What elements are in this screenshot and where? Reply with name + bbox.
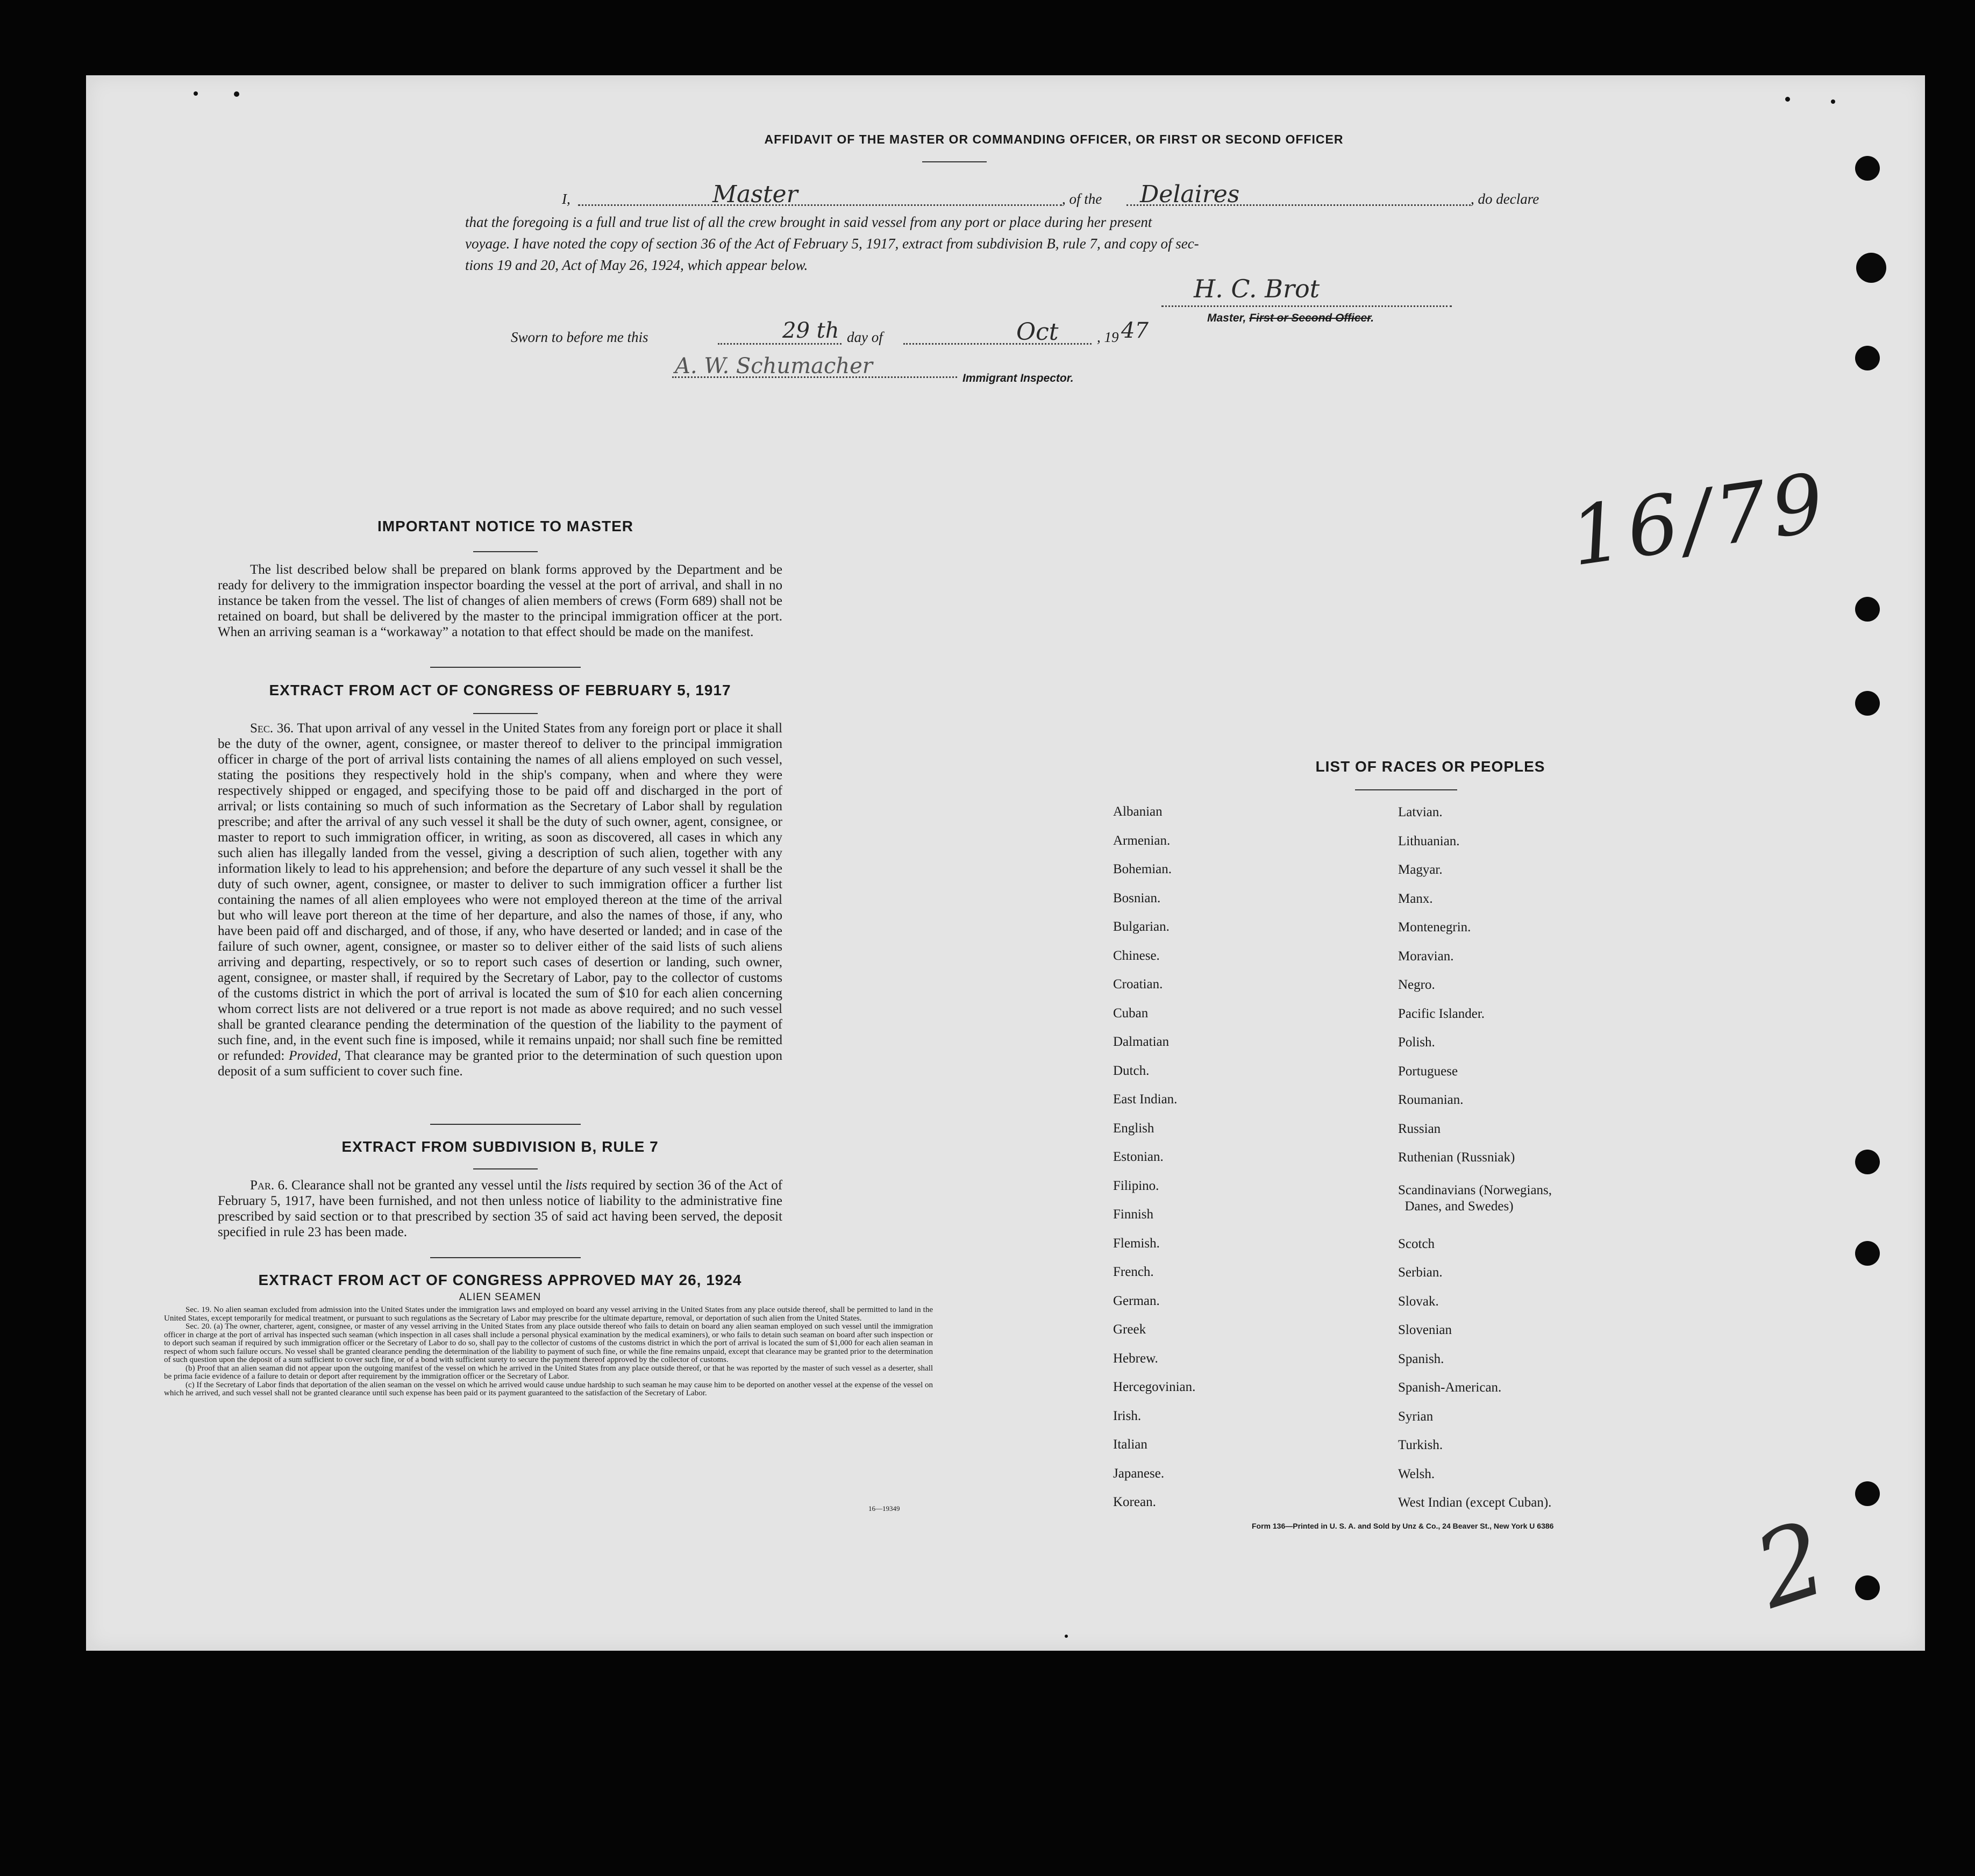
race-item: Estonian. <box>1113 1150 1164 1164</box>
do-declare-text: , do declare <box>1471 191 1539 207</box>
section-divider-2 <box>430 1124 581 1125</box>
sec-19-text: Sec. 19. No alien seaman excluded from admission into the United States under the immigration laws and employed on board any vessel arriving in the United States from any place outside thereof, shall be permitted to land in the United States, except temporarily for medical treatment, or pursuant to such regulations as the Secretary of Labor may prescribe for the ultimate departure, removal, or deportation of such alien from the United States. <box>164 1306 933 1323</box>
race-item: Welsh. <box>1398 1466 1435 1481</box>
race-item: Dutch. <box>1113 1063 1150 1078</box>
race-item: Hercegovinian. <box>1113 1380 1196 1394</box>
ink-speck <box>1065 1635 1068 1638</box>
par-6-label: Par. 6. <box>250 1178 288 1193</box>
year-handwritten: 47 <box>1121 318 1149 343</box>
race-item: Magyar. <box>1398 862 1443 877</box>
races-title: LIST OF RACES OR PEOPLES <box>1315 758 1545 775</box>
month-blank-line <box>903 343 1092 345</box>
rule7-rule <box>473 1168 538 1169</box>
race-item: Flemish. <box>1113 1236 1160 1251</box>
race-item: Spanish. <box>1398 1351 1444 1366</box>
race-item: Ruthenian (Russniak) <box>1398 1150 1515 1165</box>
day-handwritten: 29 th <box>782 318 839 343</box>
race-item: Chinese. <box>1113 948 1160 963</box>
race-item: Turkish. <box>1398 1438 1443 1452</box>
race-item: Spanish-American. <box>1398 1380 1502 1395</box>
race-item: Serbian. <box>1398 1265 1443 1280</box>
proviso-label: Provided, <box>289 1048 341 1063</box>
affidavit-i: I, <box>562 191 571 207</box>
race-item: Bosnian. <box>1113 890 1161 905</box>
check-mark: 2 <box>1741 1498 1841 1632</box>
ink-speck <box>1831 99 1835 104</box>
race-item: Dalmatian <box>1113 1035 1170 1049</box>
race-item: Lithuanian. <box>1398 833 1460 848</box>
sec-36-text: That upon arrival of any vessel in the United States from any foreign port or place it shall be the duty of the owner, agent, consignee, or master thereof to deliver to the principal immigration officer in charge of the port of arrival lists containing the names of all aliens employed on such vessel, stating the positions they respectively hold in the ship's company, when and where they were respectively shipped or engaged, and specifying those to be paid off and discharged in the port of arrival; or lists containing so much of such information as the Secretary of Labor shall by regulation prescribe; and after the arrival of any such vessel it shall be the duty of such owner, agent, consignee, or master to report to such immigration officer, in writing, as soon as discovered, all cases in which any such alien has illegally landed from the vessel, giving a description of such alien, together with any information likely to lead to his apprehension; and before the departure of any such vessel it shall be the duty of such owner, agent, consignee, or master to deliver to such immigration officer a further list containing the names of all alien employees who were not employed thereon at the time of the arrival but who will leave port thereon at the time of her departure, and also the names of those, if any, who have been paid off and discharged, and of those, if any, who have deserted or landed; and in case of the failure of such owner, agent, consignee, or master so to deliver either of the said lists of such aliens arriving and departing, respectively, or so to report such cases of desertion or landing, such owner, agent, consignee, or master shall, if required by the Secretary of Labor, pay to the collector of customs of the customs district in which the port of arrival is located the sum of $10 for each alien concerning whom correct lists are not delivered or a true report is not made as above required; and no such vessel shall be granted clearance pending the determination of the question of the liability to the payment of such fine, and, in the event such fine is imposed, while it remains unpaid; nor shall such fine be remitted or refunded: <box>218 721 783 1063</box>
par-6-text-b: required by section 36 of the Act of February 5, 1917, have been furnished, and not then unless notice of liability to the administrative fine prescribed by said section or to that prescribed by section 35 of said act having been served, the deposit specified in rule 23 has been made. <box>218 1178 783 1239</box>
par-6-text-a: Clearance shall not be granted any vessel until the <box>291 1178 562 1193</box>
notice-rule <box>473 551 538 552</box>
signature-caption <box>1207 312 1374 325</box>
race-item: Irish. <box>1113 1408 1142 1423</box>
race-item: Scandinavians (Norwegians, Danes, and Swedes) <box>1398 1182 1552 1214</box>
punch-hole-icon <box>1855 1575 1880 1600</box>
sec-20a-text: Sec. 20. (a) The owner, charterer, agent, consignee, or master of any vessel arriving in the United States from any place outside thereof who fails to detain on board any alien seaman employed on such vessel until the immigration officer in charge at the port of arrival has inspected such seaman (which inspection in all cases shall include a personal physical examination by the medical examiners), or who fails to detain such seaman on board after such inspection or to deport such seaman if required by such immigration officer or the Secretary of Labor to do so, shall pay to the collector of customs of the customs district in which the port of arrival is located the sum of $1,000 for each alien seaman in respect of whom such failure occurs. No vessel shall be granted clearance pending the determination of the liability to payment of such fine, or while the fine remains unpaid, except that clearance may be granted prior to the determination of such question upon the deposit of a sum sufficient to cover such fine, or of a bond with sufficient surety to secure the payment thereof approved by the collector of customs. <box>164 1322 933 1364</box>
ink-speck <box>194 91 198 96</box>
race-item: Bulgarian. <box>1113 919 1170 934</box>
notice-title: IMPORTANT NOTICE TO MASTER <box>377 518 634 534</box>
master-signature: H. C. Brot <box>1194 274 1320 303</box>
sec-20b-text: (b) Proof that an alien seaman did not appear upon the outgoing manifest of the vessel on which he arrived in the United States from any place outside thereof, or that he was reported by the master of such vessel as a deserter, shall be prima facie evidence of a failure to detain or deport after requirement by the immigration officer or the Secretary of Labor. <box>164 1364 933 1381</box>
section-divider-3 <box>430 1257 581 1258</box>
ink-speck <box>1785 97 1790 102</box>
race-item: Croatian. <box>1113 977 1163 992</box>
affidavit-line-4: tions 19 and 20, Act of May 26, 1924, which appear below. <box>465 257 808 273</box>
race-item: Filipino. <box>1113 1178 1159 1193</box>
race-item: Albanian <box>1113 804 1163 819</box>
caption-period: . <box>1371 312 1374 324</box>
name-blank-line <box>578 204 1062 206</box>
race-item: Slovenian <box>1398 1323 1452 1337</box>
section-divider-1 <box>430 667 581 668</box>
race-item: Cuban <box>1113 1005 1149 1021</box>
race-item: Korean. <box>1113 1495 1156 1509</box>
caption-master: Master, <box>1207 312 1246 324</box>
race-item: German. <box>1113 1293 1160 1308</box>
race-item: Moravian. <box>1398 948 1454 964</box>
margin-note: 16/79 <box>1565 455 1835 584</box>
race-item: Polish. <box>1398 1035 1435 1050</box>
punch-hole-icon <box>1855 346 1880 370</box>
affidavit-title: AFFIDAVIT OF THE MASTER OR COMMANDING OFFICER, OR FIRST OR SECOND OFFICER <box>764 132 1344 146</box>
punch-hole-icon <box>1855 1481 1880 1506</box>
race-item: Scotch <box>1398 1236 1435 1251</box>
race-item: East Indian. <box>1113 1092 1178 1107</box>
extract-1917-title: EXTRACT FROM ACT OF CONGRESS OF FEBRUARY 5, 1917 <box>269 682 731 698</box>
of-the-text: , of the <box>1062 191 1102 207</box>
race-item: Greek <box>1113 1322 1146 1337</box>
race-item: Montenegrin. <box>1398 920 1471 935</box>
form-footer: Form 136—Printed in U. S. A. and Sold by Unz & Co., 24 Beaver St., New York U 6386 <box>1252 1522 1554 1530</box>
rule7-body <box>218 1178 782 1240</box>
race-item: Armenian. <box>1113 833 1171 848</box>
month-handwritten: Oct <box>1016 318 1059 346</box>
proviso-text: That clearance may be granted prior to the determination of such question upon deposit of a sum sufficient to cover such fine. <box>218 1048 783 1079</box>
affidavit-line-3: voyage. I have noted the copy of section 36 of the Act of February 5, 1917, extract from subdivision B, rule 7, and copy of sec- <box>465 236 1199 252</box>
inspector-signature: A. W. Schumacher <box>675 354 873 379</box>
punch-hole-icon <box>1856 253 1886 283</box>
race-item: French. <box>1113 1265 1154 1279</box>
extract-1917-rule <box>473 713 538 714</box>
extract-1917-body <box>218 721 782 1079</box>
inspector-caption: Immigrant Inspector. <box>962 372 1074 384</box>
notice-body: The list described below shall be prepared on blank forms approved by the Department and be ready for delivery to the immigration inspector boarding the vessel at the port of arrival, and shall in no instance be taken from the vessel. The list of changes of alien members of crews (Form 689) shall not be retained on board, but shall be delivered by the master to the principal immigration officer at the port. When an arriving seaman is a “workaway” a notation to that effect should be made on the manifest. <box>218 562 782 639</box>
race-item: Hebrew. <box>1113 1351 1158 1366</box>
sworn-text: Sworn to before me this <box>511 329 648 345</box>
race-item: Pacific Islander. <box>1398 1006 1485 1021</box>
day-of-text: day of <box>847 329 883 345</box>
punch-hole-icon <box>1855 1241 1880 1266</box>
race-item: Slovak. <box>1398 1294 1439 1309</box>
race-item: Roumanian. <box>1398 1093 1464 1107</box>
caption-struck: First or Second Officer <box>1249 312 1371 324</box>
race-item: English <box>1113 1121 1154 1136</box>
ink-speck <box>234 91 239 97</box>
race-item: Syrian <box>1398 1409 1434 1424</box>
extract-1924-title: EXTRACT FROM ACT OF CONGRESS APPROVED MAY 26, 1924 <box>258 1272 742 1288</box>
sec-20c-text: (c) If the Secretary of Labor finds that deportation of the alien seaman on the vessel on which he arrived would cause undue hardship to such seaman he may cause him to be deported on another vessel at the expense of the vessel on which he arrived, and such vessel shall not be granted clearance until such expense has been paid or its payment guaranteed to the satisfaction of the Secretary of Labor. <box>164 1380 933 1397</box>
vessel-handwritten: Delaires <box>1140 181 1240 208</box>
name-handwritten: Master <box>712 181 798 208</box>
race-item: Bohemian. <box>1113 862 1172 876</box>
year-prefix: , 19 <box>1097 329 1119 345</box>
sec-36-label: Sec. 36. <box>250 721 294 736</box>
punch-hole-icon <box>1855 691 1880 716</box>
punch-hole-icon <box>1855 1150 1880 1174</box>
race-item: Finnish <box>1113 1207 1154 1222</box>
affidavit-line-2: that the foregoing is a full and true list of all the crew brought in said vessel from any port or place during her present <box>465 214 1152 230</box>
race-item: Japanese. <box>1113 1466 1165 1481</box>
race-item: Manx. <box>1398 891 1433 906</box>
lists-word: lists <box>565 1178 587 1193</box>
punch-hole-icon <box>1855 597 1880 622</box>
race-item: West Indian (except Cuban). <box>1398 1495 1552 1510</box>
document-page <box>86 75 1925 1651</box>
race-item: Russian <box>1398 1121 1441 1136</box>
race-item: Negro. <box>1398 978 1435 992</box>
race-item: Italian <box>1113 1437 1147 1452</box>
form-code: 16—19349 <box>868 1504 900 1513</box>
race-item: Portuguese <box>1398 1064 1458 1079</box>
alien-seamen-subtitle: ALIEN SEAMEN <box>459 1292 541 1303</box>
extract-1924-body <box>164 1306 933 1398</box>
rule7-title: EXTRACT FROM SUBDIVISION B, RULE 7 <box>341 1138 659 1155</box>
punch-hole-icon <box>1855 156 1880 181</box>
race-item: Latvian. <box>1398 805 1443 819</box>
signature-line <box>1161 305 1452 307</box>
title-rule <box>922 161 987 162</box>
races-rule <box>1355 789 1457 790</box>
day-blank-line <box>718 343 842 345</box>
